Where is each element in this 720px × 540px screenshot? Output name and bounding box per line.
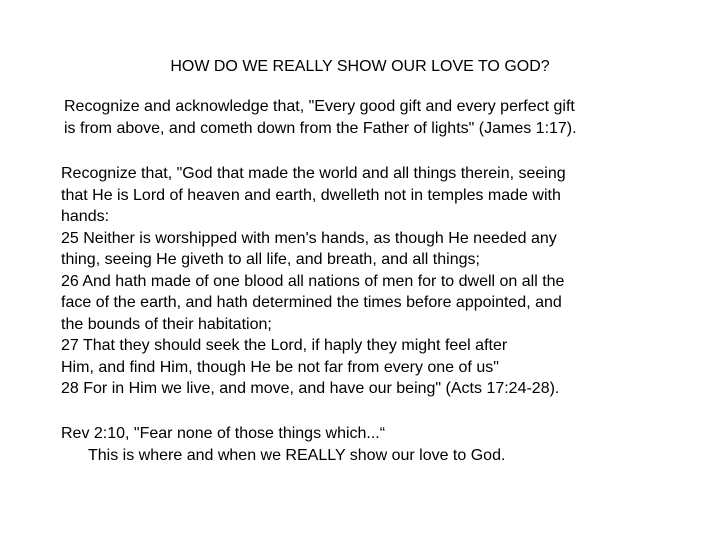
conclusion-line: This is where and when we REALLY show our love to God. [88, 446, 506, 464]
verse-28-line: 28 For in Him we live, and move, and have our being" (Acts 17:24-28). [61, 380, 560, 397]
text-line: hands: [61, 208, 110, 225]
text-line: thing, seeing He giveth to all life, and breath, and all things; [61, 251, 480, 268]
text-line: is from above, and cometh down from the Father of lights" (James 1:17). [64, 119, 577, 137]
text-line: Rev 2:10, "Fear none of those things which...“ [61, 425, 386, 442]
verse-26-line: 26 And hath made of one blood all nations of men for to dwell on all the [61, 272, 565, 290]
text-line: face of the earth, and hath determined the times before appointed, and [61, 294, 562, 311]
text-line: Him, and find Him, though He be not far from every one of us" [61, 358, 499, 376]
verse-27-line: 27 That they should seek the Lord, if haply they might feel after [61, 337, 508, 354]
paragraph-james-1-17 [64, 96, 577, 139]
text-line: the bounds of their habitation; [61, 315, 272, 333]
paragraph-acts-17-24-28 [61, 163, 566, 400]
text-line: Recognize and acknowledge that, "Every good gift and every perfect gift [64, 98, 575, 115]
text-line: Recognize that, "God that made the world and all things therein, seeing [61, 165, 566, 182]
text-line: that He is Lord of heaven and earth, dwelleth not in temples made with [61, 186, 561, 204]
verse-25-line: 25 Neither is worshipped with men's hands, as though He needed any [61, 229, 557, 247]
paragraph-rev-2-10 [61, 423, 505, 466]
slide-title: HOW DO WE REALLY SHOW OUR LOVE TO GOD? [170, 58, 550, 75]
